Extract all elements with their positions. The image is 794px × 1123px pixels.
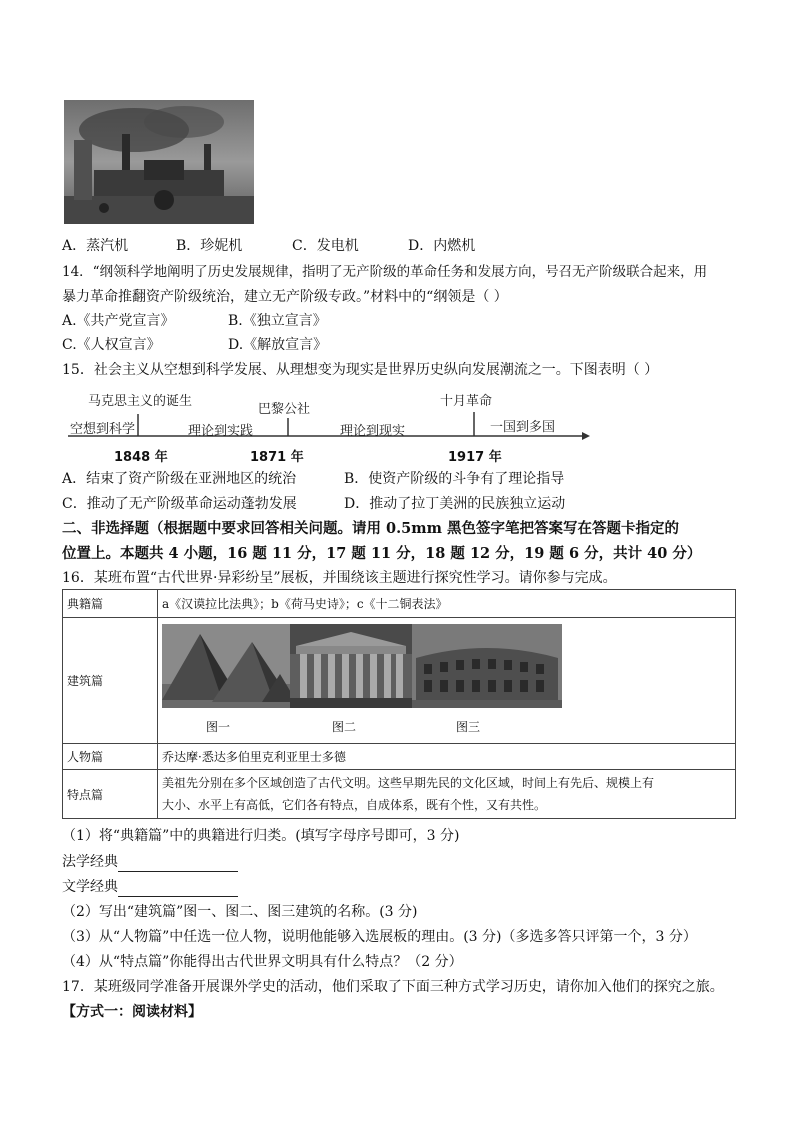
q16-sub4: （4）从“特点篇”你能得出古代世界文明具有什么特点？（2 分） xyxy=(62,954,463,970)
table-row xyxy=(63,744,736,770)
features-line2: 大小、水平上有高低，它们各有特点，自成体系，既有个性，又有共性。 xyxy=(162,798,547,812)
q14-option-d: D.《解放宣言》 xyxy=(228,337,328,353)
q14-options-row2 xyxy=(62,335,327,355)
q16-sub1: （1）将“典籍篇”中的典籍进行归类。(填写字母序号即可，3 分) xyxy=(62,828,460,844)
timeline-year-1848: 1848 年 xyxy=(114,450,168,465)
timeline-year-1871: 1871 年 xyxy=(250,450,304,465)
section2-heading-line1: 二、非选择题（根据题中要求回答相关问题。请用 0.5mm 黑色签字笔把答案写在答题卡指定的 xyxy=(62,520,680,537)
table-row xyxy=(63,590,736,618)
answer-blank-literature[interactable] xyxy=(118,880,238,897)
q16-fill-law xyxy=(62,852,238,872)
architecture-photos xyxy=(162,624,564,708)
q15-stem: 15．社会主义从空想到科学发展、从理想变为现实是世界历史纵向发展潮流之一。下图表明（ ） xyxy=(62,362,659,378)
q15-option-b: B．使资产阶级的斗争有了理论指导 xyxy=(344,471,565,487)
fill-label-literature: 文学经典 xyxy=(62,879,118,895)
parthenon-photo xyxy=(290,624,412,708)
q15-timeline xyxy=(62,386,592,466)
architecture-captions xyxy=(162,716,564,738)
q13-option-b: B．珍妮机 xyxy=(176,238,243,254)
table-cell-classics: a《汉谟拉比法典》；b《荷马史诗》；c《十二铜表法》 xyxy=(158,590,736,618)
timeline-seg-theory-to-reality: 理论到现实 xyxy=(340,424,406,439)
timeline-seg-one-to-many: 一国到多国 xyxy=(490,420,556,435)
timeline-label-paris-commune: 巴黎公社 xyxy=(258,402,311,417)
table-cell-architecture xyxy=(158,618,736,744)
q17-stem: 17．某班级同学准备开展课外学史的活动，他们采取了下面三种方式学习历史，请你加入他们的探究之旅。 xyxy=(62,979,724,995)
q14-stem-line2: 暴力革命推翻资产阶级统治，建立无产阶级专政。”材料中的“纲领是（ ） xyxy=(62,289,508,305)
pyramids-photo xyxy=(162,624,292,708)
table-header-features: 特点篇 xyxy=(63,770,158,819)
q13-options xyxy=(62,236,475,256)
q14-option-a: A.《共产党宣言》 xyxy=(62,313,175,329)
table-header-figures: 人物篇 xyxy=(63,744,158,770)
timeline-seg-utopia-to-science: 空想到科学 xyxy=(70,422,136,437)
q16-sub2: （2）写出“建筑篇”图一、图二、图三建筑的名称。(3 分) xyxy=(62,904,418,920)
features-line1: 美祖先分别在多个区域创造了古代文明。这些早期先民的文化区域，时间上有先后、规模上有 xyxy=(162,776,655,790)
q15-option-a: A．结束了资产阶级在亚洲地区的统治 xyxy=(62,471,297,487)
answer-blank-law[interactable] xyxy=(118,855,238,872)
caption-figure-3: 图三 xyxy=(456,720,481,734)
table-cell-figures: 乔达摩·悉达多伯里克利亚里士多德 xyxy=(158,744,736,770)
q16-exhibit-table xyxy=(62,589,736,819)
table-header-classics: 典籍篇 xyxy=(63,590,158,618)
q14-option-b: B.《独立宣言》 xyxy=(228,313,327,329)
q14-stem-line1: 14．“纲领科学地阐明了历史发展规律，指明了无产阶级的革命任务和发展方向，号召无产阶级联合起来，用 xyxy=(62,264,708,280)
timeline-year-1917: 1917 年 xyxy=(448,450,502,465)
table-cell-features xyxy=(158,770,736,819)
q15-option-c: C．推动了无产阶级革命运动蓬勃发展 xyxy=(62,496,297,512)
q16-fill-literature xyxy=(62,877,238,897)
q16-stem: 16．某班布置“古代世界·异彩纷呈”展板，并围绕该主题进行探究性学习。请你参与完成。 xyxy=(62,570,617,586)
q15-options-row2 xyxy=(62,494,565,514)
q14-options-row1 xyxy=(62,311,327,331)
q15-options-row1 xyxy=(62,469,564,489)
caption-figure-1: 图一 xyxy=(206,720,231,734)
q14-option-c: C.《人权宣言》 xyxy=(62,337,161,353)
q15-option-d: D．推动了拉丁美洲的民族独立运动 xyxy=(344,496,566,512)
section2-heading-line2: 位置上。本题共 4 小题，16 题 11 分，17 题 11 分，18 题 12 分，19 题 6 分，共计 40 分） xyxy=(62,545,702,562)
table-row xyxy=(63,770,736,819)
q13-option-d: D．内燃机 xyxy=(408,238,476,254)
steam-era-factory-image xyxy=(64,100,254,224)
q17-method1: 【方式一：阅读材料】 xyxy=(62,1004,202,1020)
q13-option-a: A．蒸汽机 xyxy=(62,238,129,254)
timeline-seg-theory-to-practice: 理论到实践 xyxy=(188,424,254,439)
timeline-label-marxism: 马克思主义的诞生 xyxy=(88,394,193,409)
table-row xyxy=(63,618,736,744)
colosseum-photo xyxy=(412,624,562,708)
q16-sub3: （3）从“人物篇”中任选一位人物，说明他能够入选展板的理由。(3 分)（多选多答只评第一个，3 分） xyxy=(62,929,697,945)
q13-option-c: C．发电机 xyxy=(292,238,359,254)
caption-figure-2: 图二 xyxy=(332,720,357,734)
fill-label-law: 法学经典 xyxy=(62,854,118,870)
timeline-label-october-revolution: 十月革命 xyxy=(440,394,493,409)
table-header-architecture: 建筑篇 xyxy=(63,618,158,744)
